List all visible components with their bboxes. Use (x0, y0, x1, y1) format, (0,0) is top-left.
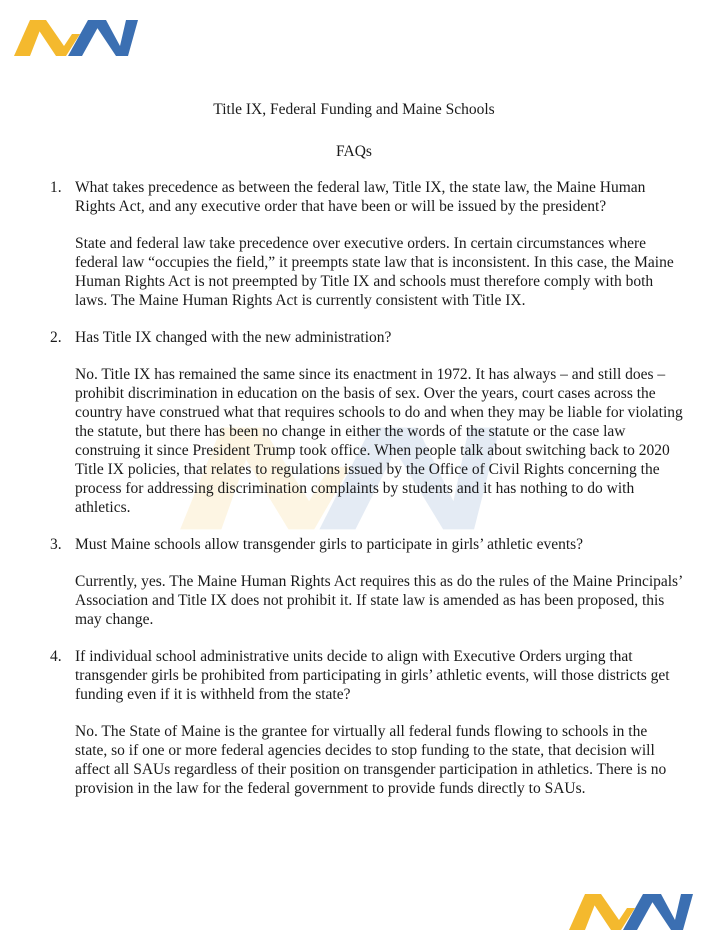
mn-logo-icon (12, 12, 140, 58)
faq-answer: Currently, yes. The Maine Human Rights Act requires this as do the rules of the Maine Principals’ Association and Title IX does not prohibit it. If state law is amended as has been proposed, this may change. (75, 573, 683, 628)
faq-item (0, 647, 708, 798)
faq-item (0, 178, 708, 310)
faq-question: If individual school administrative units decide to align with Executive Orders urging that transgender girls be prohibited from participating in girls’ athletic events, will those districts get funding even if it is withheld from the state? (75, 648, 670, 703)
faq-number: 1. (50, 179, 62, 196)
document-subtitle: FAQs (336, 143, 372, 160)
mn-logo-icon (567, 886, 695, 932)
faq-answer: No. The State of Maine is the grantee for virtually all federal funds flowing to schools in the state, so if one or more federal agencies decides to stop funding to the state, that decision will affect all SAUs regardless of their position on transgender participation in athletics. There is no provision in the law for the federal government to provide funds directly to SAUs. (75, 723, 667, 797)
faq-question: Has Title IX changed with the new administration? (75, 329, 392, 346)
faq-question: What takes precedence as between the federal law, Title IX, the state law, the Maine Human Rights Act, and any executive order that have been or will be issued by the president? (75, 179, 646, 215)
faq-number: 4. (50, 648, 62, 665)
faq-item (0, 535, 708, 629)
faq-answer: No. Title IX has remained the same since its enactment in 1972. It has always – and still does – prohibit discrimination in education on the basis of sex. Over the years, court cases across the country have construed what that requires schools to do and when they may be liable for violating the statute, but there has been no change in either the words of the statute or the case law construing it since President Trump took office. When people talk about switching back to 2020 Title IX policies, that relates to regulations issued by the Office of Civil Rights concerning the process for addressing discrimination complaints by students and it has nothing to do with athletics. (75, 366, 683, 516)
document-title: Title IX, Federal Funding and Maine Schools (213, 101, 495, 118)
faq-number: 3. (50, 536, 62, 553)
faq-number: 2. (50, 329, 62, 346)
faq-question: Must Maine schools allow transgender girls to participate in girls’ athletic events? (75, 536, 584, 553)
faq-answer: State and federal law take precedence over executive orders. In certain circumstances where federal law “occupies the field,” it preempts state law that is inconsistent. In this case, the Maine Human Rights Act is not preempted by Title IX and schools must therefore comply with both laws. The Maine Human Rights Act is currently consistent with Title IX. (75, 235, 674, 309)
faq-list (0, 178, 708, 798)
faq-item (0, 328, 708, 517)
